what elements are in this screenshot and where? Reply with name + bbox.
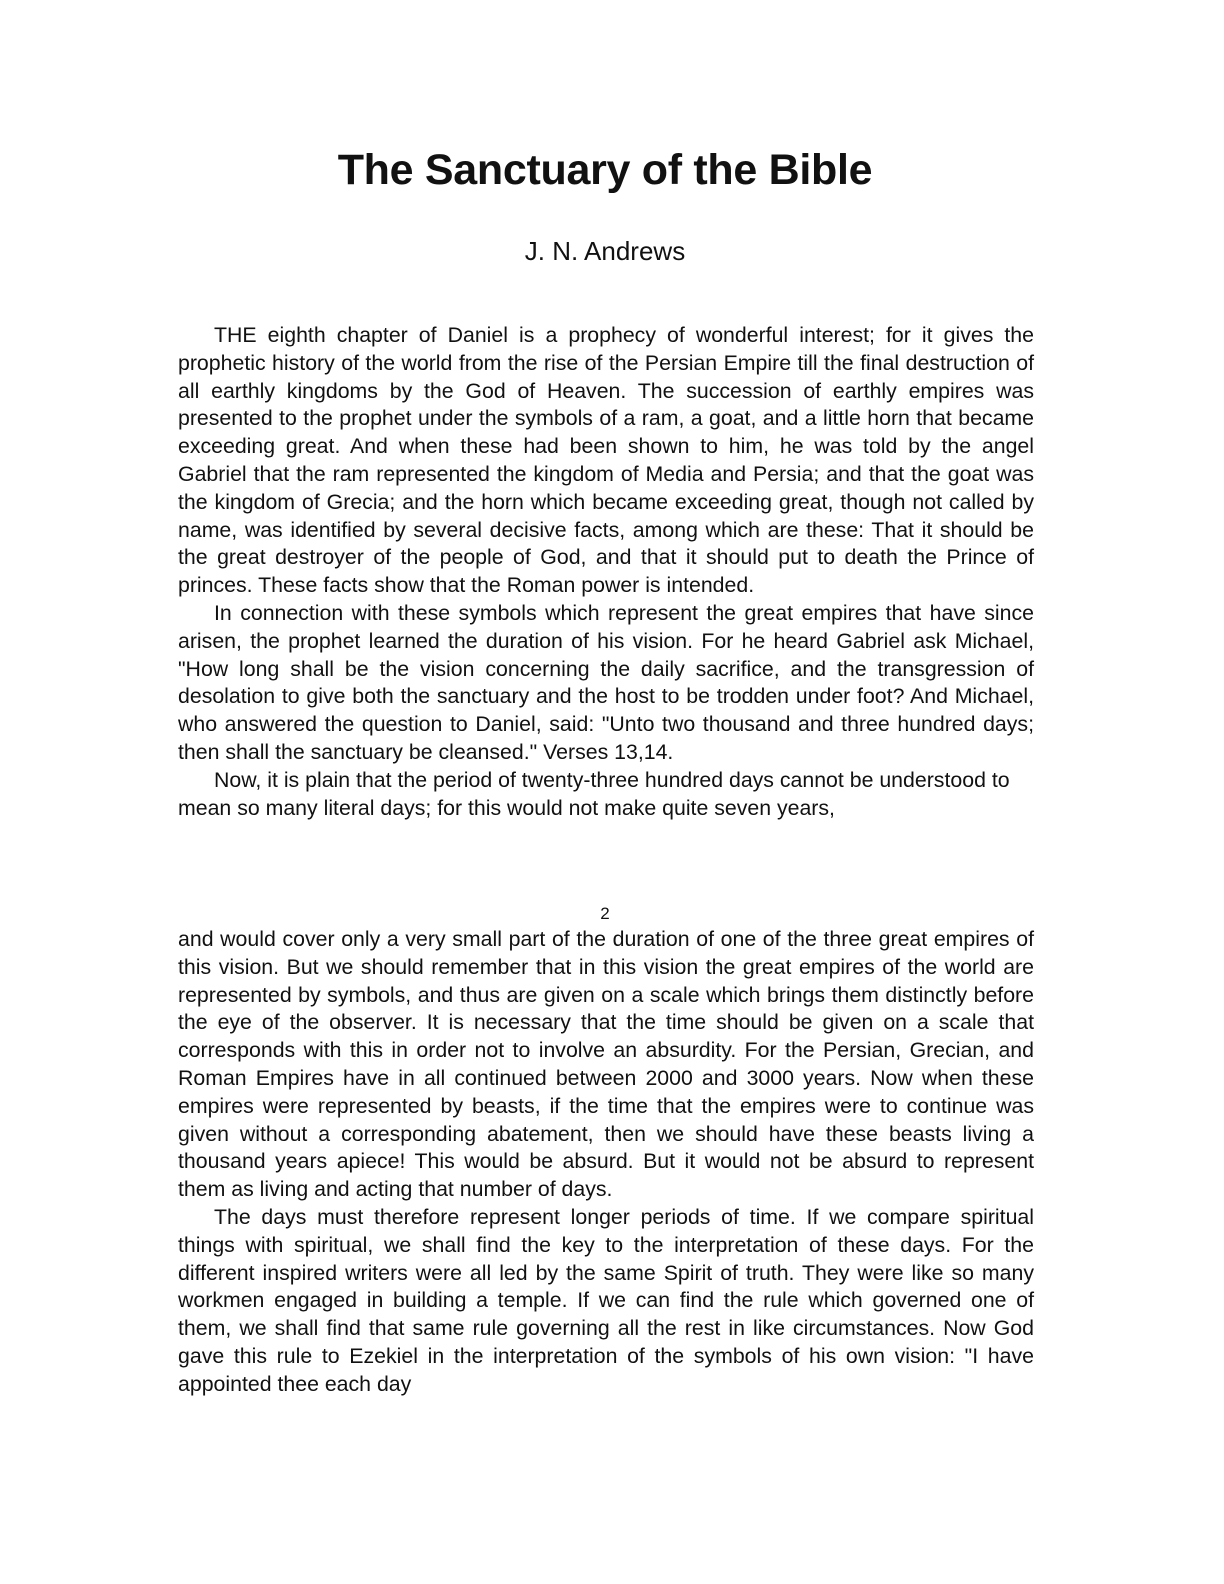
page-number: 2: [600, 904, 610, 923]
paragraph: The days must therefore represent longer periods of time. If we compare spiritual things with spiritual, we shall find the key to the interpretation of these days. For the different inspired writers were all led by the same Spirit of truth. They were like so many workmen engaged in building a temple. If we can find the rule which governed one of them, we shall find that same rule governing all the rest in like circumstances. Now God gave this rule to Ezekiel in the interpretation of the symbols of his own vision: "I have appointed thee each day: [178, 1204, 1034, 1396]
paragraph: Now, it is plain that the period of twenty-three hundred days cannot be understood to mean so many literal days; for this would not make quite seven years,: [178, 767, 1010, 820]
document-title: The Sanctuary of the Bible: [337, 146, 873, 194]
body-text-after-page-break: [178, 926, 1034, 1399]
paragraph: and would cover only a very small part of the duration of one of the three great empires of this vision. But we should remember that in this vision the great empires of the world are represented by symbols, and thus are given on a scale which brings them distinctly before the eye of the observer. It is necessary that the time should be given on a scale that corresponds with this in order not to involve an absurdity. For the Persian, Grecian, and Roman Empires have in all continued between 2000 and 3000 years. Now when these empires were represented by beasts, if the time that the empires were to continue was given without a corresponding abatement, then we should have these beasts living a thousand years apiece! This would be absurd. But it would not be absurd to represent them as living and acting that number of days.: [178, 927, 1034, 1202]
document-author: J. N. Andrews: [524, 236, 686, 266]
body-text-before-page-break: [178, 322, 1034, 822]
paragraph: In connection with these symbols which represent the great empires that have since arisen, the prophet learned the duration of his vision. For he heard Gabriel ask Michael, "How long shall be the vision concerning the daily sacrifice, and the transgression of desolation to give both the sanctuary and the host to be trodden under foot? And Michael, who answered the question to Daniel, said: "Unto two thousand and three hundred days; then shall the sanctuary be cleansed." Verses 13,14.: [178, 600, 1034, 764]
paragraph: THE eighth chapter of Daniel is a prophecy of wonderful interest; for it gives the prophetic history of the world from the rise of the Persian Empire till the final destruction of all earthly kingdoms by the God of Heaven. The succession of earthly empires was presented to the prophet under the symbols of a ram, a goat, and a little horn that became exceeding great. And when these had been shown to him, he was told by the angel Gabriel that the ram represented the kingdom of Media and Persia; and that the goat was the kingdom of Grecia; and the horn which became exceeding great, though not called by name, was identified by several decisive facts, among which are these: That it should be the great destroyer of the people of God, and that it should put to death the Prince of princes. These facts show that the Roman power is intended.: [178, 323, 1034, 598]
